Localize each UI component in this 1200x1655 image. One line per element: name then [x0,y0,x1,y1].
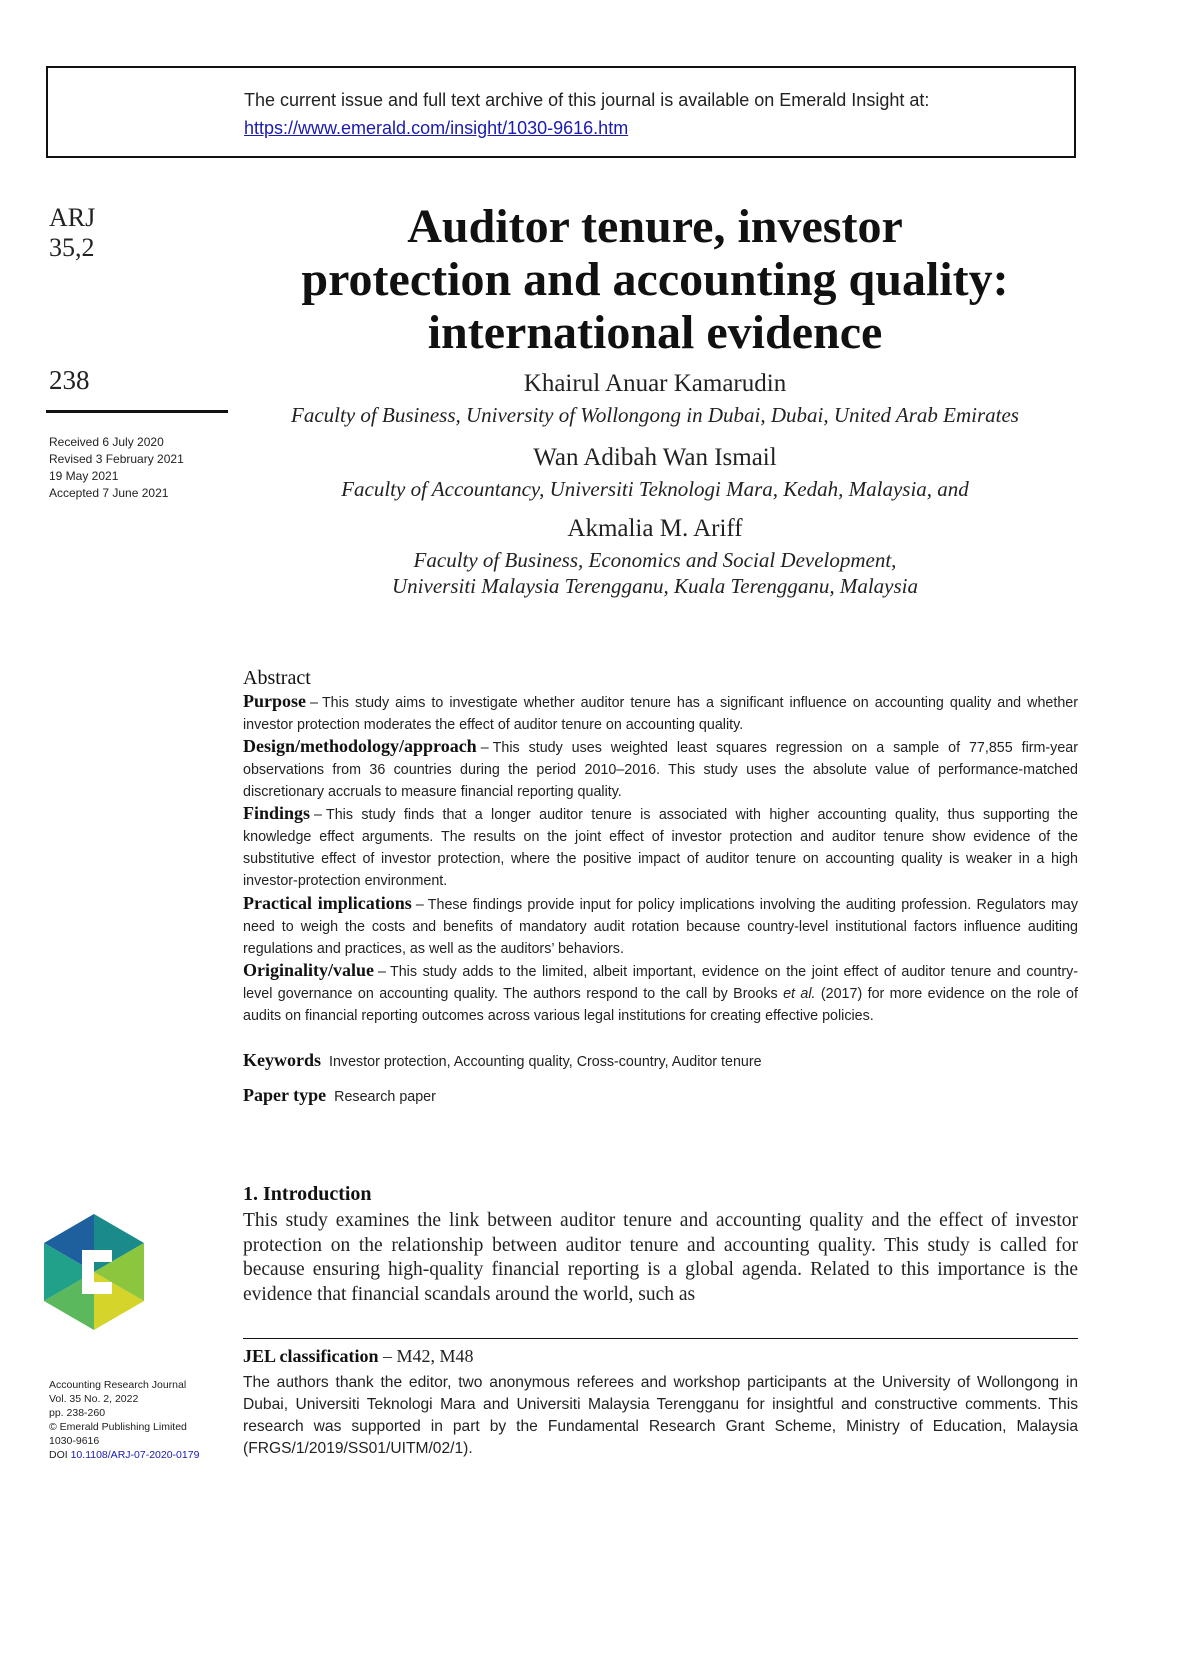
acknowledgements: The authors thank the editor, two anonymous referees and workshop participants at the University of Wollongong in Dubai, Universiti Teknologi Mara and Universiti Malaysia Terengganu for insightful and constructive comments. This research was supported in part by the Fundamental Research Grant Scheme, Ministry of Education, Malaysia (FRGS/1/2019/SS01/UITM/02/1). [243,1374,1078,1457]
author-affiliation-1: Faculty of Business, University of Wollongong in Dubai, Dubai, United Arab Emirates [291,403,1019,427]
margin-divider [46,410,228,413]
introduction-body: This study examines the link between auditor tenure and accounting quality and the effect of investor protection on the relationship between auditor tenure and accounting quality. This study is called for because ensuring high-quality financial reporting is a global agenda. Related to this importance is the evidence that financial scandals around the world, such as [243,1210,1078,1305]
revised-date-2: 19 May 2021 [49,469,119,483]
journal-volume-label [49,203,95,263]
practical-text: These findings provide input for policy implications involving the auditing profession. Regulators may need to weigh the costs and benefits of mandatory audit rotation because country-level institutional factors influence auditing regulations and practices, as well as the auditors’ behaviors. [243,897,1078,957]
abstract-design [243,735,1078,803]
abstract-practical [243,892,1078,960]
jel-label: JEL classification [243,1346,379,1366]
originality-text-a: This study adds to the limited, albeit important, evidence on the joint effect of auditor tenure and country-level governance on accounting quality. The authors respond to the call by Brooks [243,964,1078,1002]
dash: – [415,897,424,913]
article-title [230,200,1080,359]
keywords-text: Investor protection, Accounting quality, Cross-country, Auditor tenure [329,1054,762,1070]
title-line-1: Auditor tenure, investor [407,200,903,253]
journal-abbreviation: ARJ [49,203,96,232]
archive-notice-text: The current issue and full text archive of this journal is available on Emerald Insight at: [244,90,930,110]
abstract-heading: Abstract [243,667,311,689]
affiliation-3-line-2: Universiti Malaysia Terengganu, Kuala Terengganu, Malaysia [392,574,918,598]
archive-url-link[interactable]: https://www.emerald.com/insight/1030-9616.htm [244,118,629,138]
keywords-label: Keywords [243,1050,321,1070]
citation-volume: Vol. 35 No. 2, 2022 [49,1393,139,1405]
article-dates [49,434,184,502]
jel-classification [243,1346,474,1367]
dash: – [310,695,318,711]
citation-publisher: © Emerald Publishing Limited [49,1421,187,1433]
introduction-heading: 1. Introduction [243,1183,372,1205]
emerald-logo-icon [44,1214,144,1330]
footnote-divider [243,1338,1078,1339]
abstract-keywords [243,1049,1078,1073]
abstract-findings [243,802,1078,892]
author-name-3: Akmalia M. Ariff [567,515,743,542]
jel-dash: – [383,1346,393,1366]
author-affiliation-2: Faculty of Accountancy, Universiti Teknologi Mara, Kedah, Malaysia, and [341,477,969,501]
purpose-label: Purpose [243,691,306,711]
dash: – [314,807,322,823]
affiliation-3-line-1: Faculty of Business, Economics and Social Development, [413,548,897,572]
design-text: This study uses weighted least squares regression on a sample of 77,855 firm-year observations from 36 countries during the period 2010–2016. This study uses the absolute value of performance-matched discretionary accruals to measure financial reporting quality. [243,740,1078,800]
dash: – [378,964,386,980]
findings-label: Findings [243,803,311,823]
citation-block [49,1378,199,1462]
design-label: Design/methodology/approach [243,736,477,756]
etal-link[interactable]: et al. [783,986,816,1002]
citation-doi-line [49,1448,199,1462]
doi-label: DOI [49,1449,68,1461]
accepted-date: Accepted 7 June 2021 [49,486,169,500]
paper-type-label: Paper type [243,1085,327,1105]
author-affiliation-3 [230,547,1080,599]
title-line-3: international evidence [427,306,883,359]
purpose-text: This study aims to investigate whether auditor tenure has a significant influence on accounting quality and whether investor protection moderates the effect of auditor tenure on accounting quality. [243,695,1078,733]
findings-text: This study finds that a longer auditor tenure is associated with higher accounting quality, thus supporting the knowledge effect arguments. The results on the joint effect of investor protection and auditor tenure show evidence of the substitutive effect of investor protection, where the positive impact of auditor tenure on accounting quality is weaker in a high investor-protection environment. [243,807,1078,889]
citation-pages: pp. 238-260 [49,1407,106,1419]
revised-date: Revised 3 February 2021 [49,452,184,466]
originality-text-b: (2017) for more evidence on the role of audits on financial reporting outcomes across various legal institutions for creating effective policies. [243,986,1078,1024]
author-name-2: Wan Adibah Wan Ismail [533,444,777,471]
abstract-purpose [243,690,1078,736]
jel-codes: M42, M48 [396,1346,474,1366]
title-line-2: protection and accounting quality: [301,253,1009,306]
volume-issue: 35,2 [49,233,95,262]
page-number: 238 [49,365,90,395]
citation-issn: 1030-9616 [49,1435,100,1447]
originality-label: Originality/value [243,960,375,980]
practical-label: Practical implications [243,893,412,913]
author-name-1: Khairul Anuar Kamarudin [523,370,787,397]
abstract-originality [243,959,1078,1027]
received-date: Received 6 July 2020 [49,435,164,449]
citation-journal: Accounting Research Journal [49,1379,187,1391]
doi-link[interactable]: 10.1108/ARJ-07-2020-0179 [70,1449,200,1461]
archive-notice-box [46,66,1076,158]
abstract-paper-type [243,1084,1078,1108]
paper-type-text: Research paper [334,1089,436,1105]
dash: – [480,740,489,756]
